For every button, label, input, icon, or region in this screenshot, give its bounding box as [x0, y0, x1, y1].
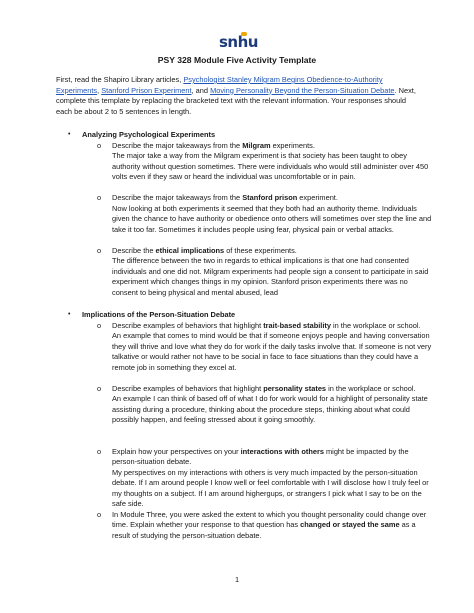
list-item [112, 384, 432, 426]
list-marker: o [97, 140, 102, 150]
answer-text[interactable]: Now looking at both experiments it seemed that they both had an authority theme. Individuals given the chance to have authority or obedience onto others will sometimes over step the line and take it too far. Sometimes it includes people using fear, physical pain or verbal attacks. [112, 203, 432, 234]
prompt-text: Describe examples of behaviors that highlight [112, 383, 264, 393]
page-title: PSY 328 Module Five Activity Template [157, 55, 317, 65]
list-marker: o [97, 509, 102, 519]
prompt-text: experiments. [270, 140, 315, 150]
snhu-logo [219, 33, 258, 55]
logo-text: snhu [219, 33, 258, 51]
prompt-text: Describe the [112, 245, 156, 255]
intro-sep2: , and [191, 85, 211, 95]
link-personality-article[interactable]: Moving Personality Beyond the Person-Situation Debate [210, 85, 395, 95]
answer-text[interactable]: An example I can think of based off of what I do for work would for a highlight of personality state assisting during a procedure, thinking about the procedure steps, thinking about what could possibly happen, and feeling stressed about it going smoothly. [112, 394, 428, 424]
link-stanford-article[interactable]: Stanford Prison Experiment [101, 85, 192, 95]
prompt-bold: Milgram [242, 140, 271, 150]
prompt-text: In Module Three, you were asked the extent to which you thought personality could change over time. Explain whether your response to that question has [112, 509, 427, 529]
intro-suffix: . Next, complete this template by replacing the bracketed text with the relevant information. Your responses should each be about 2 to 5 sentences in length. [56, 85, 416, 116]
prompt-text: in the workplace or school. [330, 320, 421, 330]
answer-text[interactable]: The major take a way from the Milgram experiment is that society has been taught to obey authority without question sometimes. There were individuals who would still administer over 450 volts even if they saw or heard the individual was uncomfortable or in pain. [112, 151, 429, 181]
prompt-bold: personality states [263, 383, 327, 393]
prompt-text: as a result of studying the person-situation debate. [112, 520, 416, 540]
answer-text[interactable]: The difference between the two in regards to ethical implications is that one had consented individuals and one did not. Milgram experiments had people sign a consent to participate in said experiment which changes things in my opinion. Stanford prison experiments there was no consent to being physical and mental abused, lead [112, 256, 429, 297]
list-item [112, 141, 432, 183]
intro-sep1: , [97, 85, 102, 95]
section-heading: Implications of the Person-Situation Debate [82, 310, 236, 319]
list-marker: o [97, 193, 102, 202]
prompt-text: of these experiments. [224, 245, 297, 255]
list-item [112, 510, 432, 542]
prompt-bold: interactions with others [240, 446, 324, 456]
prompt-text: Explain how your perspectives on your [112, 446, 241, 456]
list-item [112, 447, 432, 510]
section-bullet: • [68, 311, 71, 318]
intro-paragraph [56, 75, 424, 117]
list-marker: o [97, 446, 102, 456]
prompt-text: in the workplace or school. [326, 383, 416, 393]
answer-text[interactable]: An example that comes to mind would be that if someone enjoys people and having conversation they will thrive and love what they do for work if the daily tasks involve that. If someone is not very talkative or would rather not have to be social in face to face situations than they could have a remote job in something they excel at. [112, 331, 432, 372]
prompt-bold: Stanford prison [242, 193, 298, 202]
list-marker: o [97, 245, 102, 255]
list-marker: o [97, 320, 102, 330]
answer-text[interactable]: My perspectives on my interactions with others is very much impacted by the person-situation debate. If I am around people I know well or feel comfortable with I will disclose how I truly feel or my thoughts on a subject. If I am around highergups, or strangers I pick what I say to be on the safe side. [112, 467, 429, 508]
list-item [112, 246, 432, 299]
prompt-text: experiment. [297, 193, 338, 202]
prompt-bold: changed or stayed the same [300, 520, 400, 529]
link-milgram-article[interactable]: Psychologist Stanley Milgram Begins Obedience-to-Authority Experiments [56, 75, 383, 95]
prompt-text: Describe examples of behaviors that highlight [112, 320, 264, 330]
section-bullet: • [68, 131, 71, 138]
section-heading: Analyzing Psychological Experiments [82, 130, 216, 139]
prompt-bold: ethical implications [155, 245, 225, 255]
intro-prefix: First, read the Shapiro Library articles, [56, 75, 184, 84]
prompt-text: Describe the major takeaways from the [112, 140, 243, 150]
list-item [112, 321, 432, 374]
page-number: 1 [234, 575, 240, 584]
list-item [112, 193, 432, 235]
list-marker: o [97, 383, 102, 393]
prompt-text: might be impacted by the person-situation debate. [112, 446, 409, 466]
prompt-bold: trait-based stability [263, 320, 331, 330]
prompt-text: Describe the major takeaways from the [112, 193, 243, 202]
